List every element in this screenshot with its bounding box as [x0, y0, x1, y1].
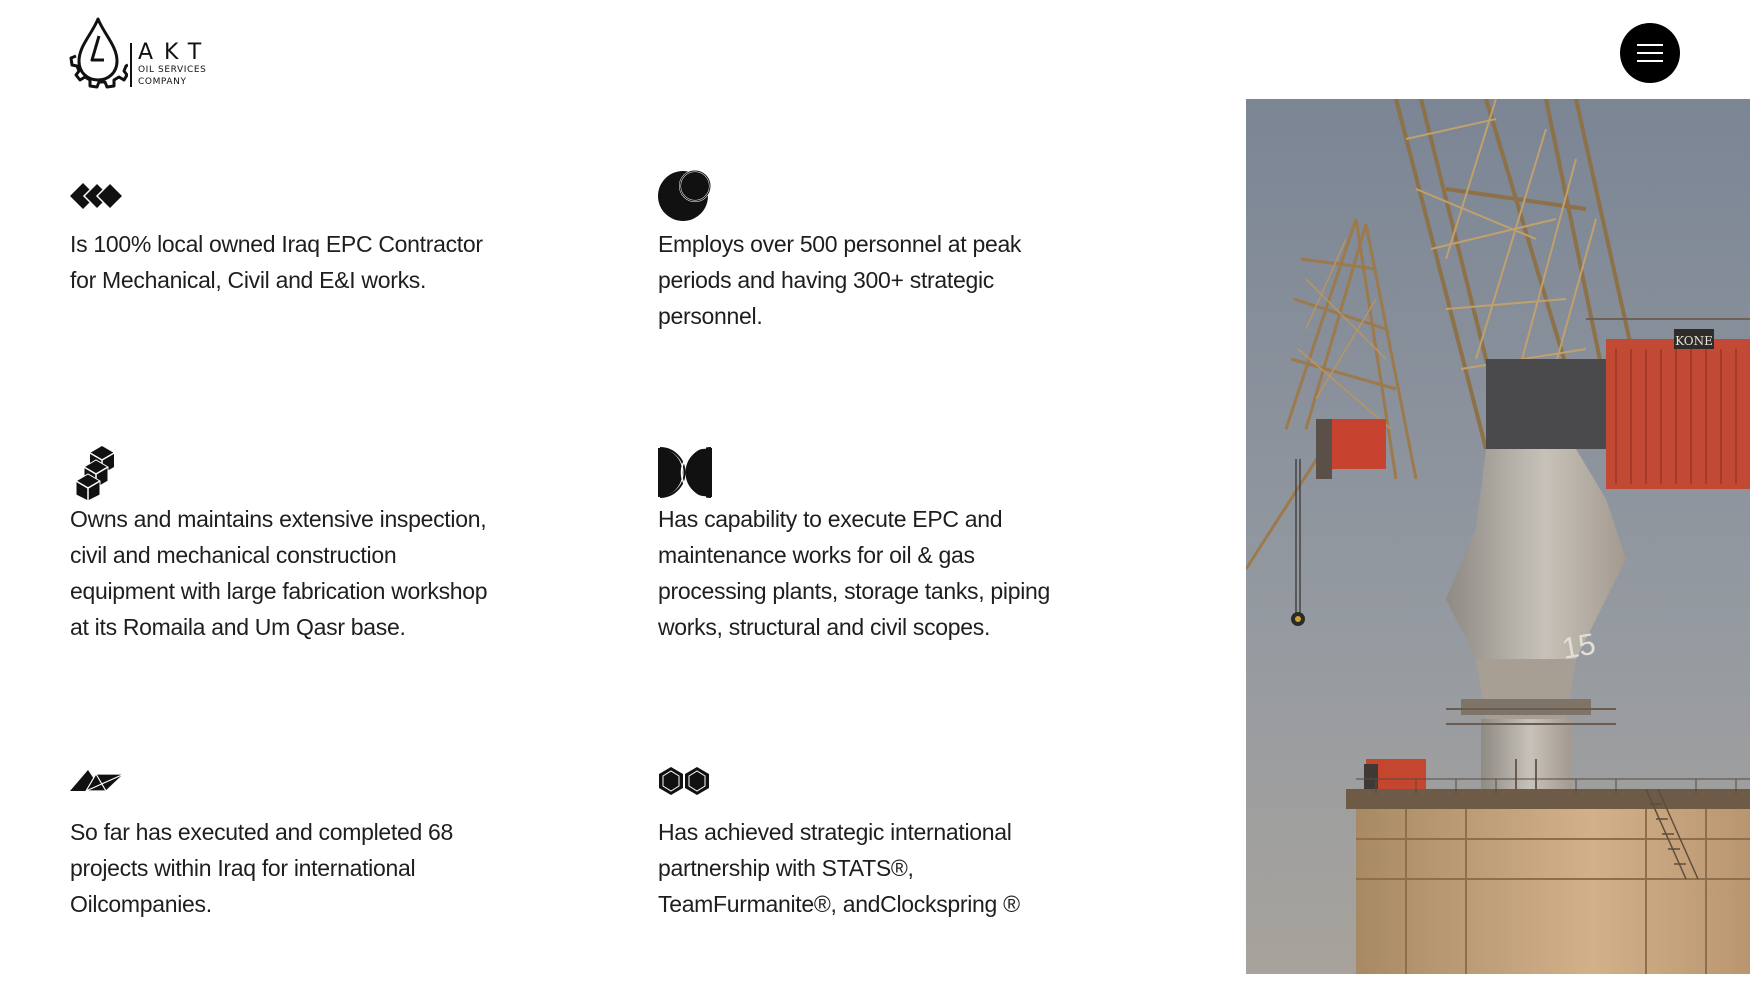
logo-name: AKT: [138, 40, 213, 65]
feature-text: So far has executed and completed 68 projects within Iraq for international Oilcompanies.: [70, 819, 454, 917]
drop-gear-logo-icon: [68, 16, 128, 90]
crane-illustration: [1246, 99, 1750, 974]
triangles-icon: [70, 758, 124, 814]
hamburger-menu-icon: [1637, 43, 1663, 63]
feature-partnerships: [658, 758, 1088, 922]
half-circles-icon: [658, 445, 714, 501]
feature-local-owned: [70, 170, 500, 298]
crane-label: KONE: [1675, 334, 1713, 348]
feature-text: Owns and maintains extensive inspection, civil and mechanical construction equipment with large fabrication workshop at its Romaila and Um Qasr base.: [70, 506, 488, 640]
feature-text: Has achieved strategic international partnership with STATS®, TeamFurmanite®, andClockspring ®: [658, 819, 1020, 917]
company-logo[interactable]: [68, 16, 212, 90]
feature-text: Has capability to execute EPC and maintenance works for oil & gas processing plants, storage tanks, piping works, structural and civil scopes.: [658, 506, 1051, 640]
logo-text: [138, 42, 212, 88]
crane-photo: [1246, 99, 1750, 974]
feature-epc-capability: [658, 445, 1088, 645]
overlapping-circles-icon: [658, 170, 714, 226]
double-diamond-icon: [70, 170, 124, 226]
menu-button[interactable]: [1620, 23, 1680, 83]
feature-projects: [70, 758, 500, 922]
feature-text: Is 100% local owned Iraq EPC Contractor for Mechanical, Civil and E&I works.: [70, 231, 483, 293]
feature-personnel: [658, 170, 1088, 334]
logo-divider: [130, 43, 132, 87]
feature-text: Employs over 500 personnel at peak periods and having 300+ strategic personnel.: [658, 231, 1022, 329]
hexagons-icon: [658, 758, 714, 814]
logo-subtitle-line1: OIL SERVICES: [138, 65, 207, 75]
feature-equipment: [70, 445, 500, 645]
logo-subtitle-line2: COMPANY: [138, 77, 187, 87]
crane-number: 15: [1559, 627, 1599, 666]
stacked-cubes-icon: [70, 445, 118, 501]
